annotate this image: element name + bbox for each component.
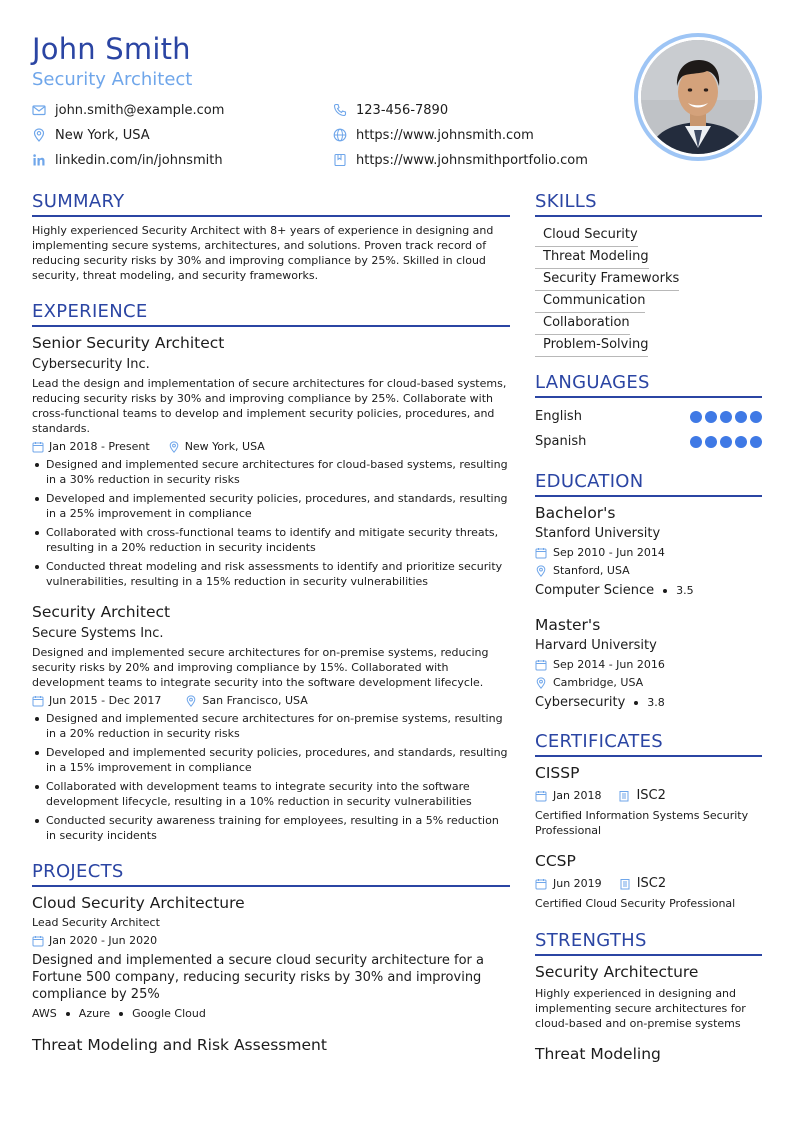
phone-text: 123-456-7890 [356,102,449,118]
skills-list [535,223,762,355]
certificate-entry [535,763,762,838]
education-gpa: 3.5 [676,584,694,597]
strength-title: Threat Modeling [535,1045,661,1063]
language-level-dots [687,436,762,448]
projects-heading: PROJECTS [32,860,510,887]
education-location: Cambridge, USA [535,675,762,691]
calendar-icon [32,935,44,947]
left-column [32,190,510,1056]
profile-photo [641,40,755,154]
strength-entry [535,1044,762,1065]
job-location: New York, USA [168,439,265,455]
job-description: Designed and implemented secure architectures for on-premise systems, reducing security risks by 20% and improving compliance by 15%. Collaborated with development teams to integrate security into the software development lifecycle. [32,646,489,689]
contact-website[interactable] [333,125,534,145]
education-gpa: 3.8 [647,696,665,709]
certificate-entry [535,851,762,911]
building-icon [619,878,631,890]
list-item: Collaborated with cross-functional teams to identify and mitigate security threats, resulting in a 20% reduction in security incidents [32,525,510,555]
strength-entry [535,962,762,1031]
contact-email[interactable] [32,100,224,120]
bookmark-icon [333,153,347,167]
contact-linkedin[interactable] [32,150,223,170]
skill-item: Threat Modeling [535,247,649,269]
summary-text: Highly experienced Security Architect with 8+ years of experience in designing and implementing secure systems, architectures, and solutions. Proven track record of reducing security risks by 30% and improving compliance by 25%. Skilled in cloud security, threat modeling, and security frameworks. [32,224,494,282]
calendar-icon [32,441,44,453]
summary-heading: SUMMARY [32,190,510,217]
project-title: Threat Modeling and Risk Assessment [32,1036,327,1054]
strength-description: Highly experienced in designing and implementing secure architectures for cloud-based and on-premise systems [535,987,746,1030]
skill-item: Security Frameworks [535,269,679,291]
resume-header [32,30,632,168]
language-name: English [535,409,582,424]
education-entry [535,503,762,600]
right-column [535,190,762,1065]
education-heading: EDUCATION [535,470,762,497]
list-item: Developed and implemented security policies, procedures, and standards, resulting in a 15% improvement in compliance [32,745,510,775]
candidate-name: John Smith [32,32,191,66]
project-entry [32,1035,510,1056]
portfolio-text: https://www.johnsmithportfolio.com [356,152,588,168]
contact-info [32,100,632,180]
job-entry [32,602,510,843]
certificate-date: Jan 2018 [553,789,602,802]
location-pin-icon [185,695,197,707]
education-degree: Master's [535,616,601,634]
email-text: john.smith@example.com [55,102,225,118]
language-level-dots [687,411,762,423]
job-title: Senior Security Architect [32,334,225,352]
calendar-icon [32,695,44,707]
profile-photo-frame [634,33,762,161]
strengths-heading: STRENGTHS [535,929,762,956]
certificate-date: Jun 2019 [553,877,602,890]
job-dates: Jun 2015 - Dec 2017 [32,693,161,709]
job-dates: Jan 2018 - Present [32,439,150,455]
language-row [535,404,762,429]
list-item: Developed and implemented security policies, procedures, and standards, resulting in a 25% improvement in compliance [32,491,510,521]
globe-icon [333,128,347,142]
contact-portfolio[interactable] [333,150,588,170]
email-icon [32,103,46,117]
website-text: https://www.johnsmith.com [356,127,534,143]
certificate-name: CCSP [535,852,576,870]
job-meta [32,693,510,709]
certificate-description: Certified Cloud Security Professional [535,897,736,910]
calendar-icon [535,790,547,802]
skill-item: Communication [535,291,645,313]
skill-item: Problem-Solving [535,335,648,357]
certificate-issuer: ISC2 [636,788,666,803]
job-company: Cybersecurity Inc. [32,357,150,372]
location-pin-icon [535,677,547,689]
list-item: Conducted threat modeling and risk assessments to identify and prioritize security vulnerabilities, resulting in a 15% reduction in security vulnerabilities [32,559,510,589]
project-description: Designed and implemented a secure cloud security architecture for a Fortune 500 company, reducing security risks by 30% and improving compliance by 25% [32,953,484,1002]
list-item: Designed and implemented secure architectures for cloud-based systems, resulting in a 30% reduction in security risks [32,457,510,487]
building-icon [618,790,630,802]
certificate-issuer: ISC2 [636,876,667,891]
contact-phone[interactable] [333,100,448,120]
project-title: Cloud Security Architecture [32,894,245,912]
separator-dot [66,1012,70,1016]
list-item: Designed and implemented secure architectures for on-premise systems, resulting in a 20% reduction in security risks [32,711,510,741]
certificate-description: Certified Information Systems Security Professional [535,809,749,837]
contact-location [32,125,150,145]
skill-item: Cloud Security [535,225,638,247]
job-entry [32,333,510,589]
education-dates: Sep 2010 - Jun 2014 [535,545,762,561]
job-bullets [32,711,510,843]
experience-heading: EXPERIENCE [32,300,510,327]
job-title: Security Architect [32,603,171,621]
candidate-role: Security Architect [32,69,193,90]
location-pin-icon [168,441,180,453]
project-tags [32,1006,510,1022]
list-item: Conducted security awareness training for employees, resulting in a 5% reduction in security incidents [32,813,510,843]
education-location: Stanford, USA [535,563,762,579]
language-name: Spanish [535,434,587,449]
location-pin-icon [32,128,46,142]
education-entry [535,615,762,712]
list-item: Collaborated with development teams to integrate security into the software development lifecycle, resulting in a 10% reduction in security vulnerabilities [32,779,510,809]
portrait-image [641,40,755,154]
job-description: Lead the design and implementation of secure architectures for cloud-based systems, reducing security risks by 30% and improving compliance by 25%. Collaborate with cross-functional teams to develop and implement security policies, procedures, and standards. [32,377,507,435]
location-text: New York, USA [55,127,150,143]
education-school: Stanford University [535,526,661,541]
job-bullets [32,457,510,589]
calendar-icon [535,878,547,890]
language-row [535,429,762,454]
education-degree: Bachelor's [535,504,616,522]
job-location: San Francisco, USA [185,693,307,709]
languages-heading: LANGUAGES [535,371,762,398]
certificates-heading: CERTIFICATES [535,730,762,757]
linkedin-text: linkedin.com/in/johnsmith [55,152,223,168]
skills-heading: SKILLS [535,190,762,217]
separator-dot [663,589,667,593]
project-meta [32,933,510,949]
calendar-icon [535,659,547,671]
education-field: Cybersecurity 3.8 [535,695,665,710]
certificate-meta [535,788,762,804]
tag: Google Cloud [132,1007,206,1020]
certificate-meta [535,876,762,892]
project-dates: Jan 2020 - Jun 2020 [32,933,157,949]
linkedin-icon [32,153,46,167]
education-field: Computer Science 3.5 [535,583,694,598]
project-entry [32,893,510,1022]
certificate-name: CISSP [535,764,580,782]
separator-dot [119,1012,123,1016]
project-role: Lead Security Architect [32,916,160,929]
tag: AWS [32,1007,57,1020]
phone-icon [333,103,347,117]
calendar-icon [535,547,547,559]
skill-item: Collaboration [535,313,630,335]
education-dates: Sep 2014 - Jun 2016 [535,657,762,673]
education-school: Harvard University [535,638,657,653]
location-pin-icon [535,565,547,577]
separator-dot [634,701,638,705]
tag: Azure [78,1007,111,1020]
strength-title: Security Architecture [535,963,699,981]
job-meta [32,439,510,455]
job-company: Secure Systems Inc. [32,626,164,641]
